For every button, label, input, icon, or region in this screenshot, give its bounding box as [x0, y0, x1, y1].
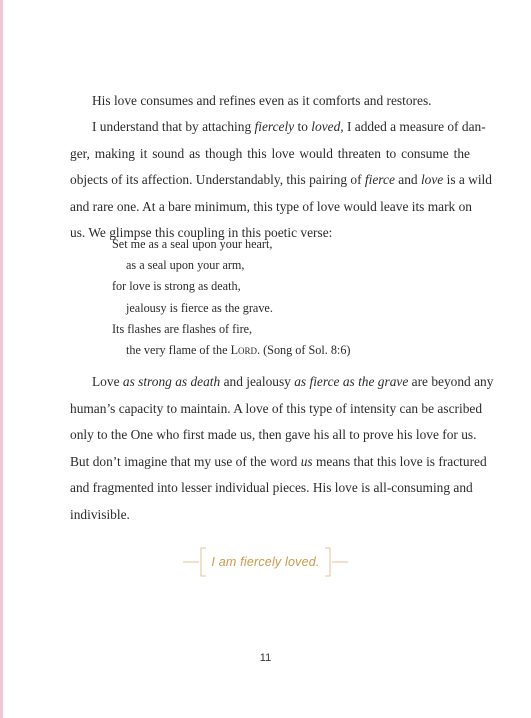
paragraph-1-line: His love consumes and refines even as it comforts and restores. — [92, 93, 432, 108]
verse-line-5: Its flashes are flashes of fire, — [112, 321, 253, 336]
emphasis: love — [420, 172, 444, 187]
paragraph-2-line-4: and rare one. At a bare minimum, this type of love would leave its mark on — [70, 198, 472, 214]
paragraph-2-line-1: I understand that by attaching fiercely to loved, I added a measure of dan- — [92, 119, 486, 134]
paragraph-2-line-2: ger, making it sound as though this love would threaten to consume the — [70, 145, 470, 161]
pull-quote-text: I am fiercely loved. — [211, 555, 320, 569]
page-number: 11 — [259, 652, 272, 664]
emphasis: fierce — [364, 172, 395, 187]
paragraph-2-line-3: objects of its affection. Understandably, this pairing of fierce and love is a wild — [70, 172, 492, 187]
emphasis: as fierce as the grave — [294, 374, 409, 389]
paragraph-3-line-6: indivisible. — [70, 506, 130, 522]
paragraph-3-line-5: and fragmented into lesser individual pieces. His love is all-consuming and — [70, 480, 473, 495]
verse-line-4: jealousy is fierce as the grave. — [126, 300, 273, 315]
paragraph-1 — [70, 88, 470, 115]
scripture-verse — [112, 234, 350, 361]
paragraph-3-line-1: Love as strong as death and jealousy as fierce as the grave are beyond any — [92, 374, 494, 389]
paragraph-3-line-4: But don’t imagine that my use of the word us means that this love is fractured — [70, 453, 487, 469]
emphasis: us — [300, 453, 313, 469]
emphasis: fiercely — [254, 119, 295, 134]
page-edge-line — [0, 0, 3, 718]
paragraph-2-line-5: us. We glimpse this coupling in this poetic verse: — [70, 225, 333, 240]
paragraph-2 — [70, 114, 492, 247]
verse-line-2: as a seal upon your arm, — [126, 258, 245, 273]
verse-line-1: Set me as a seal upon your heart, — [112, 237, 273, 251]
verse-line-6-pre: the very flame of the — [126, 343, 231, 358]
paragraph-3-line-2: human’s capacity to maintain. A love of this type of intensity can be ascribed — [70, 400, 483, 416]
emphasis: as strong as death — [122, 374, 221, 389]
emphasis: loved, — [311, 119, 344, 134]
pull-quote — [0, 544, 531, 580]
verse-line-6 — [112, 340, 350, 361]
verse-citation: . (Song of Sol. 8:6) — [257, 343, 351, 358]
paragraph-3 — [70, 369, 494, 528]
verse-line-3: for love is strong as death, — [112, 279, 241, 294]
paragraph-3-line-3: only to the One who first made us, then gave his all to prove his love for us. — [70, 427, 477, 442]
verse-lord: Lord — [230, 343, 258, 358]
